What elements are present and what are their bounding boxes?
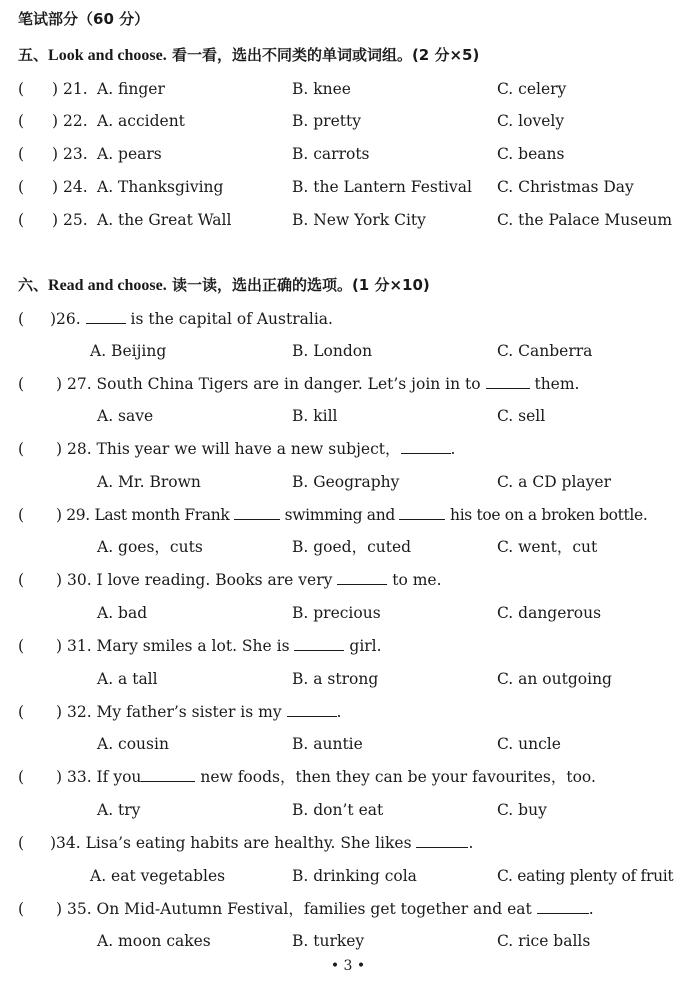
part6-prefix: 六、 bbox=[18, 276, 49, 294]
question-stem-31 bbox=[0, 636, 696, 656]
option-a: A. Beijing bbox=[90, 342, 167, 360]
question-text: ) 31. Mary smiles a lot. She is girl. bbox=[56, 637, 382, 655]
question-text: ) 27. South China Tigers are in danger. Let’s join in to them. bbox=[56, 375, 580, 393]
question-text: ) 30. I love reading. Books are very to me. bbox=[56, 571, 442, 589]
option-a: A. a tall bbox=[97, 670, 158, 688]
question-stem-30 bbox=[0, 570, 696, 590]
option-b: B. pretty bbox=[292, 112, 361, 130]
blank-line[interactable] bbox=[486, 374, 530, 389]
option-b: B. drinking cola bbox=[292, 867, 417, 885]
option-b: B. New York City bbox=[292, 211, 426, 229]
answer-paren[interactable]: ( bbox=[18, 571, 25, 589]
answer-paren[interactable]: ( bbox=[18, 112, 25, 130]
part6-title-cn: 读一读，选出正确的选项。(1 分×10) bbox=[171, 276, 430, 294]
option-b: B. precious bbox=[292, 604, 381, 622]
question-number: ) 21. bbox=[52, 80, 88, 98]
option-c: C. lovely bbox=[497, 112, 565, 130]
answer-paren[interactable]: ( bbox=[18, 637, 25, 655]
blank-line[interactable] bbox=[86, 309, 126, 324]
part6-heading bbox=[18, 275, 430, 296]
option-c: C. rice balls bbox=[497, 932, 591, 950]
answer-paren[interactable]: ( bbox=[18, 178, 25, 196]
answer-paren[interactable]: ( bbox=[18, 145, 25, 163]
option-b: B. Geography bbox=[292, 473, 400, 491]
options-28 bbox=[0, 472, 696, 492]
option-a: A. Thanksgiving bbox=[97, 178, 224, 196]
option-c: C. the Palace Museum bbox=[497, 211, 673, 229]
part5-title-en: Look and choose. bbox=[48, 47, 167, 64]
option-b: B. London bbox=[292, 342, 373, 360]
answer-paren[interactable]: ( bbox=[18, 834, 25, 852]
blank-line[interactable] bbox=[537, 899, 589, 914]
question-number: ) 24. bbox=[52, 178, 88, 196]
blank-line[interactable] bbox=[401, 439, 451, 454]
blank-line[interactable] bbox=[337, 570, 387, 585]
question-row-22 bbox=[0, 111, 696, 131]
option-a: A. finger bbox=[97, 80, 165, 98]
answer-paren[interactable]: ( bbox=[18, 440, 25, 458]
question-stem-29 bbox=[0, 505, 696, 525]
option-b: B. don’t eat bbox=[292, 801, 384, 819]
answer-paren[interactable]: ( bbox=[18, 703, 25, 721]
part6-title-en: Read and choose. bbox=[48, 277, 167, 294]
part5-heading bbox=[18, 45, 479, 66]
question-number: ) 23. bbox=[52, 145, 88, 163]
question-text: ) 28. This year we will have a new subject， . bbox=[56, 440, 456, 458]
option-a: A. pears bbox=[97, 145, 162, 163]
option-c: C. Canberra bbox=[497, 342, 593, 360]
blank-line[interactable] bbox=[234, 505, 280, 520]
question-stem-27 bbox=[0, 374, 696, 394]
option-b: B. carrots bbox=[292, 145, 370, 163]
option-c: C. dangerous bbox=[497, 604, 602, 622]
answer-paren[interactable]: ( bbox=[18, 768, 25, 786]
page-number: • 3 • bbox=[330, 958, 366, 974]
question-text: )34. Lisa’s eating habits are healthy. She likes . bbox=[50, 834, 474, 852]
question-text: ) 33. If you new foods，then they can be your favourites，too. bbox=[56, 768, 596, 786]
option-a: A. accident bbox=[97, 112, 185, 130]
option-b: B. auntie bbox=[292, 735, 363, 753]
option-a: A. cousin bbox=[97, 735, 169, 753]
option-a: A. moon cakes bbox=[97, 932, 211, 950]
option-a: A. eat vegetables bbox=[90, 867, 226, 885]
question-text: ) 32. My father’s sister is my . bbox=[56, 703, 342, 721]
option-a: A. goes，cuts bbox=[97, 538, 203, 556]
question-stem-33 bbox=[0, 767, 696, 787]
option-c: C. celery bbox=[497, 80, 567, 98]
options-35 bbox=[0, 931, 696, 951]
option-b: B. the Lantern Festival bbox=[292, 178, 472, 196]
options-31 bbox=[0, 669, 696, 689]
blank-line[interactable] bbox=[416, 833, 468, 848]
options-32 bbox=[0, 734, 696, 754]
question-stem-26 bbox=[0, 309, 696, 329]
option-c: C. sell bbox=[497, 407, 546, 425]
blank-line[interactable] bbox=[287, 702, 337, 717]
question-row-23 bbox=[0, 144, 696, 164]
question-row-24 bbox=[0, 177, 696, 197]
option-b: B. turkey bbox=[292, 932, 365, 950]
options-33 bbox=[0, 800, 696, 820]
question-stem-35 bbox=[0, 899, 696, 919]
question-stem-32 bbox=[0, 702, 696, 722]
option-c: C. an outgoing bbox=[497, 670, 612, 688]
question-text: ) 35. On Mid-Autumn Festival，families get together and eat . bbox=[56, 900, 594, 918]
blank-line[interactable] bbox=[399, 505, 445, 520]
question-number: ) 22. bbox=[52, 112, 88, 130]
option-b: B. knee bbox=[292, 80, 351, 98]
option-c: C. Christmas Day bbox=[497, 178, 634, 196]
option-b: B. goed，cuted bbox=[292, 538, 412, 556]
question-text: ) 29. Last month Frank swimming and his toe on a broken bottle. bbox=[56, 506, 648, 524]
option-a: A. the Great Wall bbox=[97, 211, 232, 229]
option-c: C. beans bbox=[497, 145, 565, 163]
question-stem-34 bbox=[0, 833, 696, 853]
option-c: C. eating plenty of fruit bbox=[497, 867, 674, 885]
blank-line[interactable] bbox=[294, 636, 344, 651]
question-row-25 bbox=[0, 210, 696, 230]
answer-paren[interactable]: ( bbox=[18, 310, 25, 328]
options-27 bbox=[0, 406, 696, 426]
answer-paren[interactable]: ( bbox=[18, 80, 25, 98]
option-b: B. a strong bbox=[292, 670, 379, 688]
blank-line[interactable] bbox=[141, 767, 195, 782]
option-a: A. try bbox=[97, 801, 141, 819]
part5-title-cn: 看一看，选出不同类的单词或词组。(2 分×5) bbox=[171, 46, 480, 64]
options-34 bbox=[0, 866, 696, 886]
option-b: B. kill bbox=[292, 407, 338, 425]
answer-paren[interactable]: ( bbox=[18, 375, 25, 393]
option-c: C. a CD player bbox=[497, 473, 612, 491]
option-a: A. Mr. Brown bbox=[97, 473, 201, 491]
answer-paren[interactable]: ( bbox=[18, 506, 25, 524]
option-a: A. bad bbox=[97, 604, 148, 622]
question-text: )26. is the capital of Australia. bbox=[50, 310, 333, 328]
part5-prefix: 五、 bbox=[18, 46, 49, 64]
answer-paren[interactable]: ( bbox=[18, 900, 25, 918]
option-a: A. save bbox=[97, 407, 154, 425]
option-c: C. uncle bbox=[497, 735, 561, 753]
section-header: 笔试部分（60 分） bbox=[18, 10, 150, 28]
question-stem-28 bbox=[0, 439, 696, 459]
option-c: C. went，cut bbox=[497, 538, 598, 556]
option-c: C. buy bbox=[497, 801, 547, 819]
options-26 bbox=[0, 341, 696, 361]
question-row-21 bbox=[0, 79, 696, 99]
options-29 bbox=[0, 537, 696, 557]
options-30 bbox=[0, 603, 696, 623]
answer-paren[interactable]: ( bbox=[18, 211, 25, 229]
question-number: ) 25. bbox=[52, 211, 88, 229]
